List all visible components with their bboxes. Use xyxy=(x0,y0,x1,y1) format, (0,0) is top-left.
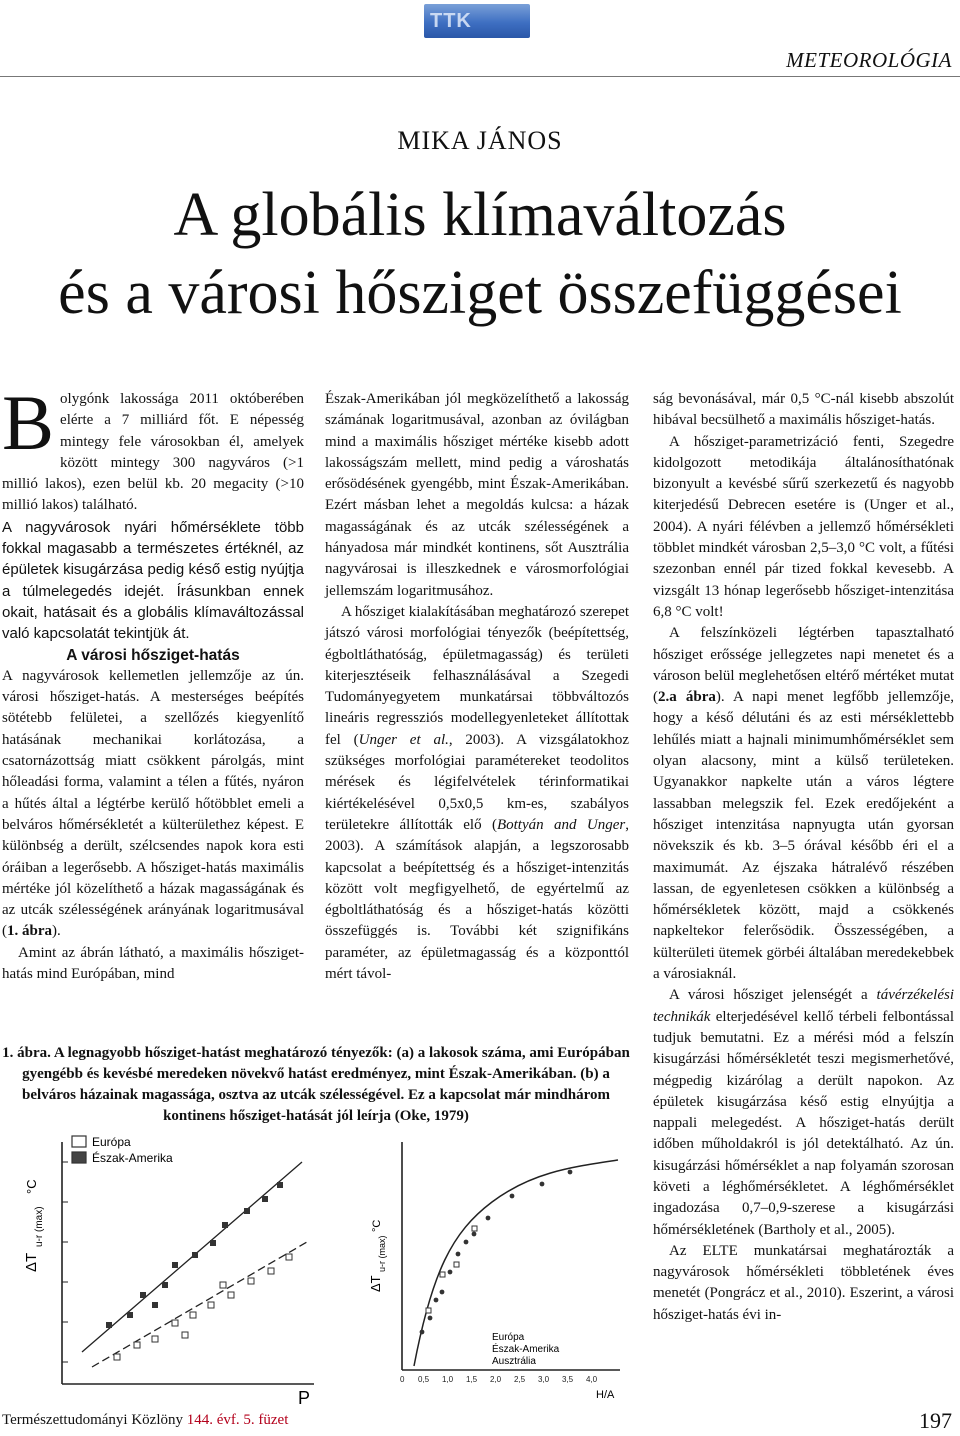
title-line-1: A globális klímaváltozás xyxy=(173,181,787,249)
intro-text: olygónk lakossága 2011 októberében elérte a 7 milliárd főt. E népesség mintegy fele városokban él, amelyek között mintegy 300 nagyváros (>1 millió lakos), ezen belül kb. 20 megacity (>10 millió lakos) található. xyxy=(2,391,304,514)
x-tick: 1,5 xyxy=(466,1375,478,1384)
x-tick: 3,0 xyxy=(538,1375,550,1384)
europe-points xyxy=(114,1254,292,1360)
right-legend-europe: Európa xyxy=(492,1332,525,1343)
journal-volume: 144. évf. 5. füzet xyxy=(186,1412,289,1428)
right-legend-australia: Ausztrália xyxy=(492,1356,536,1367)
body-paragraph xyxy=(653,623,954,985)
figure-ref: 2.a ábra xyxy=(658,689,716,706)
x-tick: 1,0 xyxy=(442,1375,454,1384)
body-paragraph xyxy=(2,666,304,943)
column-1 xyxy=(2,379,304,985)
page-number: 197 xyxy=(919,1408,952,1433)
left-legend-europe: Európa xyxy=(92,1135,131,1149)
north-america-points xyxy=(106,1182,283,1328)
figure-ref: 1. ábra xyxy=(7,923,52,940)
body-text: A felszínközeli légtérben tapasztalható hősziget erőssége jellegzetes napi menetet és a városon belül meglehetősen eltérő mértéket mutat ( xyxy=(653,625,954,706)
x-tick: 2,0 xyxy=(490,1375,502,1384)
legend-box-north-america xyxy=(72,1152,86,1163)
emphasis: távérzékelési technikák xyxy=(653,987,954,1025)
right-points xyxy=(420,1170,573,1335)
body-text: A nagyvárosok kellemetlen jellemzője az ún. városi hősziget-hatás. A mesterséges beépítés sötétebb felületei, a szellőzés kiegyenlítő hatásának mechanikai korlátozása, a csatornázottság miatt csökkent párolgás, mint hőleadási forma, valamint a télen a fűtés, nyáron a hűtés által a légtérbe kerülő hőtöbblet emeli a belváros hőmérsékletét a külterülethez képest. E különbség a derült, szélcsendes napok kora esti óráiban a legerősebb. A hősziget-hatás maximális mértéke jól közelíthető a házak magasságának és az utcák szélességének arányának logaritmusával ( xyxy=(2,667,304,940)
left-legend-north-america: Észak-Amerika xyxy=(92,1151,173,1165)
body-paragraph: Az ELTE munkatársai meghatározták a nagyvárosok hőmérsékleti többletének éves menetét (Pongrácz et al., 2010). Eszerint, a városi hősziget-hatás évi in- xyxy=(653,1242,954,1323)
drop-cap: B xyxy=(2,379,55,466)
legend-box-europe xyxy=(72,1136,86,1147)
left-y-label-sub: u-r (max) xyxy=(34,1206,45,1247)
intro-paragraph xyxy=(2,379,304,517)
right-y-label-sub: u-r (max) xyxy=(377,1235,387,1272)
x-tick: 0,5 xyxy=(418,1375,430,1384)
body-text: ). A napi menet legfőbb jellemzője, hogy a késő délutáni és az esti mérséklettebb lehűlés miatt a hajnali minimumhőmérséklet sem olyan alacsony, mint a külső területeken. Ugyanakkor napkelte után a város légtere lassabban melegszik fel. Ezek eredőjeként a hősziget intenzitása napnyugta után gyorsan növekszik és kb. 3–5 órával később éri el a maximumát. Az éjszaka hátralévő részében lassan, de egyenletesen csökken a különbség a hőmérsékletek között, majd a csökkenés napkeltekor felerősödik. Összességében, a külterületi ütemek görbéi általában meredekebbek a városiaknál. xyxy=(653,689,955,983)
body-paragraph: A hősziget-parametrizáció fenti, Szegedre kidolgozott metodikája általánosíthatónak bizonyult a kevésbé sűrű szerkezetű és nagyobb kiterjedésű Debrecen esetére is (Unger et al., 2004). A nyári félévben a jellemző hőmérsékleti többlet mindkét városban 2,5–3,0 °C volt, a fűtési szezonban ennél pár tized fokkal kevesebb. A vizsgált 13 hónap legerősebb hősziget-intenzitása 6,8 °C volt! xyxy=(653,433,954,620)
europe-fit-line xyxy=(92,1242,307,1367)
article-title xyxy=(0,176,960,332)
journal-name: Természettudományi Közlöny xyxy=(2,1412,187,1428)
body-text: , 2003). A számítások alapján, a legszorosabb kapcsolat a beépítettség és a hősziget-intenzitás között volt megfigyelhető, de egyértelmű az égboltláthatóság és a hősziget-hatás közötti összefüggés is. További két szignifikáns paraméter, az épületmagasság és a központtól mért távol- xyxy=(325,816,630,983)
body-paragraph: Amint az ábrán látható, a maximális hősziget-hatás mind Európában, mind xyxy=(2,944,304,983)
section-heading: METEOROLÓGIA xyxy=(786,48,952,72)
figure-caption xyxy=(2,1043,630,1127)
caption-text: A legnagyobb hősziget-hatást meghatározó tényezők: (a) a lakosok száma, ami Európában gyengébb és kevésbé meredeken növekvő hatást eredményez, mint Észak-Amerikában. (b) a belváros házainak magassága, osztva az utcák szélességével. Ez a kapcsolat már mindhárom kontinens hősziget-hatását jól leírja (Oke, 1979) xyxy=(22,1045,630,1124)
left-x-label: P xyxy=(298,1388,311,1408)
x-tick: 2,5 xyxy=(514,1375,526,1384)
article-author: MIKA JÁNOS xyxy=(397,126,563,155)
body-text-end: ). xyxy=(52,923,61,940)
body-text: elterjedésével kellő térbeli felbontással tudjuk bemutatni. Ez a mérési mód a felszín kisugárzási hőmérsékletét teszi megismerhetővé, mégpedig kizárólag a derült napokon. Az épületek kisugárzása késő estig elnyújtja a nappali melegedést. A hősziget-hatás derült időben műholdakról is jól detektálható. Az ún. kisugárzási hőmérséklet a nap folyamán szorosan követi a léghőmérsékletet. A léghőmérséklet ingadozása 0,7–0,9-szerese a kisugárzási hőmérsékletének (Bartholy et al., 2005). xyxy=(653,1008,954,1238)
title-line-2: és a városi hősziget összefüggései xyxy=(58,259,902,327)
right-plot xyxy=(368,1142,620,1401)
right-x-label: H/A xyxy=(596,1389,615,1401)
body-text: , 2003). A vizsgálatokhoz szükséges morfológiai paramétereket teodolitos mérések és légifelvételek térinformatikai kiértékelésével 0,5x0,5 km-es, szabályos területekre állították elő ( xyxy=(325,731,629,833)
body-paragraph: ság bevonásával, már 0,5 °C-nál kisebb abszolút hibával becsülhető a maximális hősziget-hatás. xyxy=(653,391,954,429)
citation: Bottyán and Unger xyxy=(496,816,626,833)
footer-journal xyxy=(2,1412,288,1429)
right-y-label-unit: °C xyxy=(371,1219,383,1232)
body-paragraph xyxy=(653,985,954,1241)
column-3 xyxy=(653,389,954,1326)
x-tick: 0 xyxy=(400,1375,405,1384)
left-plot xyxy=(23,1135,314,1408)
publisher-logo xyxy=(424,4,530,38)
left-y-label-unit: °C xyxy=(24,1179,39,1194)
header-rule xyxy=(0,76,960,77)
subheading: A városi hősziget-hatás xyxy=(66,646,240,664)
body-text: A hősziget kialakításában meghatározó szerepet játszó városi morfológiai tényezők (beépítettség, égboltláthatóság, épületmagasság) és területi kiterjesztéseik felhasználásával a Szegedi Tudományegyetem munkatársai többváltozós lineáris regressziós modellegyenleteket állítottak fel ( xyxy=(325,603,629,748)
figure-plots xyxy=(22,1122,628,1408)
column-2 xyxy=(325,389,629,985)
body-paragraph: Észak-Amerikában jól megközelíthető a lakosság számának logaritmusával, azonban az óvilágban mind a maximális hősziget mértéke kisebb adott lakosságszám mellett, mind pedig a városhatás erősödésének gyengébb, mint Észak-Amerikában. Ezért másban lehet a megoldás kulcsa: a házak magasságának és az utcák szélességének a hányadosa már mindkét kontinens, sőt Ausztrália nagyvárosai is illeszkednek e városmorfológiai jellemszám logaritmusához. xyxy=(325,391,629,599)
left-y-label: ΔT xyxy=(23,1252,40,1272)
right-y-label: ΔT xyxy=(368,1275,383,1292)
right-legend-north-america: Észak-Amerika xyxy=(492,1344,560,1355)
body-paragraph xyxy=(325,602,629,985)
citation: Unger et al. xyxy=(358,731,449,748)
body-text: A városi hősziget jelenségét a xyxy=(669,987,877,1004)
caption-label: 1. ábra. xyxy=(2,1045,51,1061)
x-tick: 4,0 xyxy=(586,1375,598,1384)
logo-text: TTK xyxy=(430,10,472,32)
intro-paragraph-2: A nagyvárosok nyári hőmérséklete több fokkal magasabb a természetes értéknél, az épületek kisugárzása pedig késő estig nyújtja a túlmelegedés idejét. Írásunkban ennek okait, hatásait és a globális klímaváltozással való kapcsolatát tekintjük át. xyxy=(2,518,304,643)
x-tick: 3,5 xyxy=(562,1375,574,1384)
